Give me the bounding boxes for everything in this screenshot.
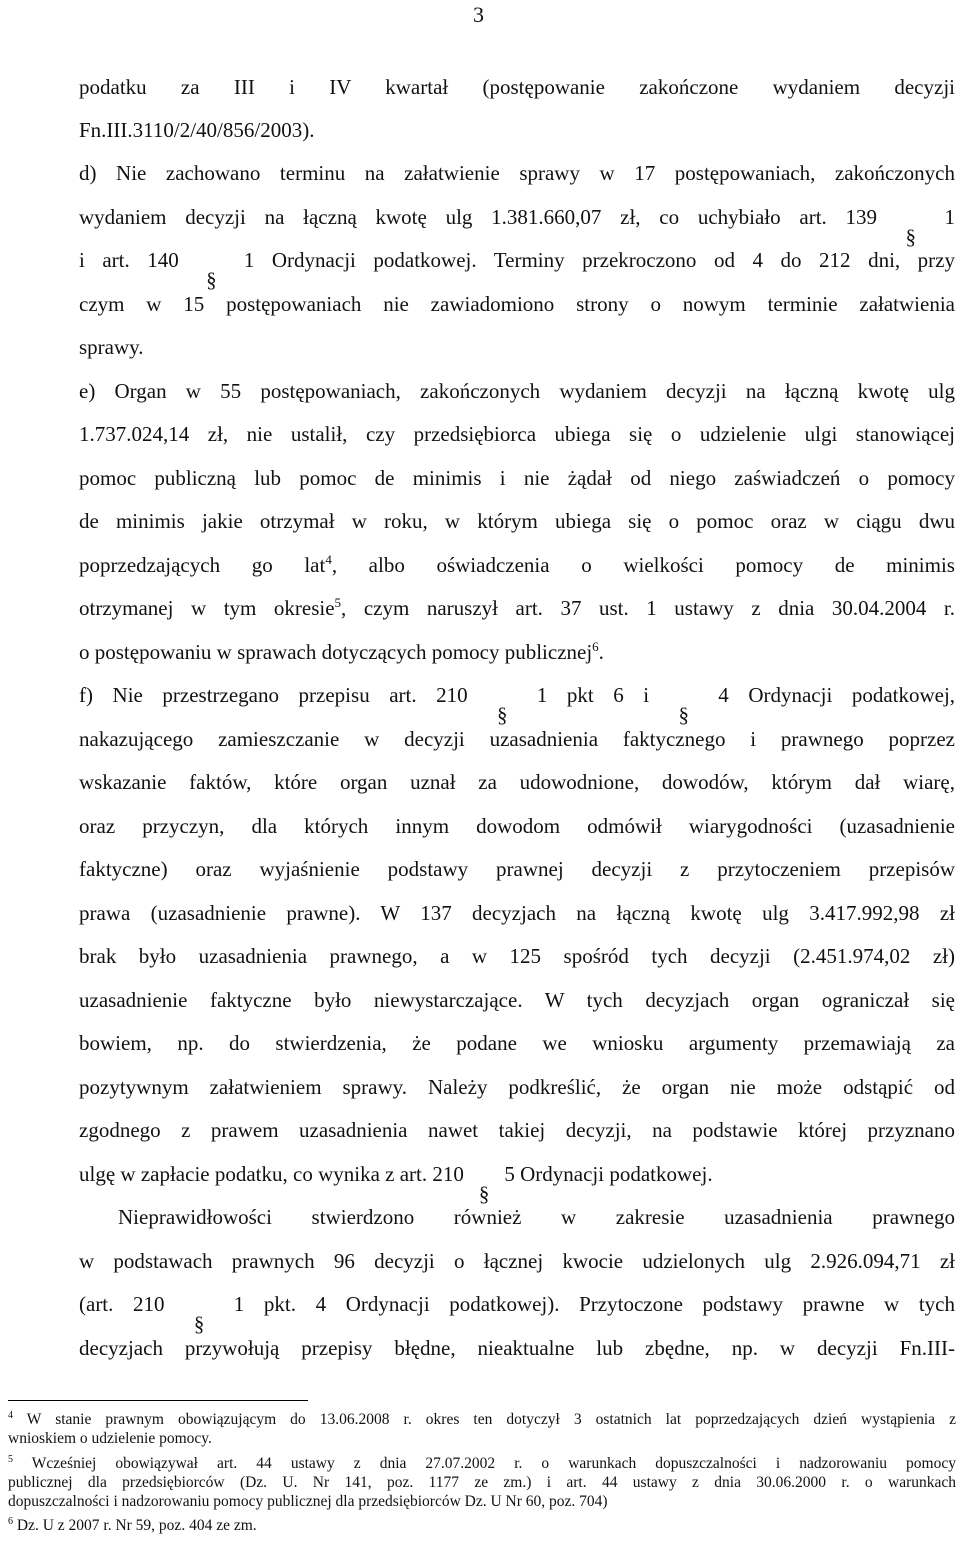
text-line: nakazującego zamieszczanie w decyzji uzasadnienia faktycznego i prawnego poprzez — [79, 727, 955, 751]
text-line: otrzymanej w tym okresie$^5$, czym naruszył art. 37 ust. 1 ustawy z dnia 30.04.2004 r. — [79, 595, 956, 620]
text-line: zgodnego z prawem uzasadnienia nawet takiej decyzji, na podstawie której przyznano — [79, 1118, 955, 1142]
footnote-ref: 6 — [592, 639, 599, 654]
footnote-number: 6 — [8, 1515, 13, 1527]
text-line: o postępowaniu w sprawach dotyczących pomocy publicznej$^6$. — [79, 639, 604, 664]
text-line: sprawy. — [79, 335, 144, 359]
text-line: bowiem, np. do stwierdzenia, że podane we wniosku argumenty przemawiają za — [79, 1031, 955, 1055]
footnote-number: 5 — [8, 1453, 13, 1465]
text-line: decyzjach przywołują przepisy błędne, nieaktualne lub zbędne, np. w decyzji Fn.III- — [79, 1336, 955, 1360]
footnote-ref: 4 — [325, 552, 332, 567]
text-line: prawa (uzasadnienie prawne). W 137 decyzjach na łączną kwotę ulg 3.417.992,98 zł — [79, 901, 955, 925]
text-line: Nieprawidłowości stwierdzono również w zakresie uzasadnienia prawnego — [118, 1205, 955, 1229]
footnote-line: publicznej dla przedsiębiorców (Dz. U. Nr 141, poz. 1177 ze zm.) i art. 44 ustawy z dnia 30.06.2000 r. o warunkach — [8, 1474, 956, 1491]
text-line: i art. 140 1 Ordynacji podatkowej. Terminy przekroczono od 4 do 212 dni, przy — [79, 248, 955, 272]
text-line: czym w 15 postępowaniach nie zawiadomiono strony o nowym terminie załatwienia — [79, 292, 955, 316]
footnote-5: $^5$ Wcześniej obowiązywał art. 44 ustawy z dnia 27.07.2002 r. o warunkach dopuszczalności i nadzorowaniu pomocy — [8, 1453, 956, 1472]
text-line: pomoc publiczną lub pomoc de minimis i nie żądał od niego zaświadczeń o pomocy — [79, 466, 955, 490]
text-line: ulgę w zapłacie podatku, co wynika z art. 210 5 Ordynacji podatkowej. — [79, 1162, 713, 1186]
text-line: uzasadnienie faktyczne było niewystarczające. W tych decyzjach organ ograniczał się — [79, 988, 955, 1012]
text-line: 1.737.024,14 zł, nie ustalił, czy przedsiębiorca ubiega się o udzielenie ulgi stanowiącej — [79, 422, 955, 446]
footnote-separator — [8, 1400, 308, 1401]
text-line: poprzedzających go lat$^4$, albo oświadczenia o wielkości pomocy de minimis — [79, 552, 955, 577]
text-line: e) Organ w 55 postępowaniach, zakończonych wydaniem decyzji na łączną kwotę ulg — [79, 379, 955, 403]
text-line: de minimis jakie otrzymał w roku, w którym ubiega się o pomoc oraz w ciągu dwu — [79, 509, 955, 533]
footnote-4: $^4$ W stanie prawnym obowiązującym do 13.06.2008 r. okres ten dotyczył 3 ostatnich lat poprzedzających dzień wystąpienia z — [8, 1409, 956, 1428]
text-line: d) Nie zachowano terminu na załatwienie sprawy w 17 postępowaniach, zakończonych — [79, 161, 955, 185]
footnote-line: wnioskiem o udzielenie pomocy. — [8, 1430, 212, 1447]
footnote-6: $^6$ Dz. U z 2007 r. Nr 59, poz. 404 ze zm. — [8, 1515, 257, 1534]
text-line: pozytywnym załatwieniem sprawy. Należy podkreślić, że organ nie może odstąpić od — [79, 1075, 955, 1099]
text-line: oraz przyczyn, dla których innym dowodom odmówił wiarygodności (uzasadnienie — [79, 814, 955, 838]
footnote-number: 4 — [8, 1409, 13, 1421]
footnote-ref: 5 — [334, 595, 342, 610]
text-line: faktyczne) oraz wyjaśnienie podstawy prawnej decyzji z przytoczeniem przepisów — [79, 857, 955, 881]
text-line: brak było uzasadnienia prawnego, a w 125 spośród tych decyzji (2.451.974,02 zł) — [79, 944, 955, 968]
text-line: w podstawach prawnych 96 decyzji o łącznej kwocie udzielonych ulg 2.926.094,71 zł — [79, 1249, 955, 1273]
text-line: f) Nie przestrzegano przepisu art. 210 1 pkt 6 i 4 Ordynacji podatkowej, — [79, 683, 956, 707]
text-line: wydaniem decyzji na łączną kwotę ulg 1.381.660,07 zł, co uchybiało art. 139 1 — [79, 205, 956, 229]
text-line: Fn.III.3110/2/40/856/2003). — [79, 118, 315, 142]
text-line: podatku za III i IV kwartał (postępowanie zakończone wydaniem decyzji — [79, 75, 955, 99]
footnote-line: dopuszczalności i nadzorowaniu pomocy publicznej dla przedsiębiorców Dz. U Nr 60, poz. 704) — [8, 1493, 608, 1510]
text-line: (art. 210 1 pkt. 4 Ordynacji podatkowej). Przytoczone podstawy prawne w tych — [79, 1292, 955, 1316]
page-number: 3 — [473, 2, 484, 27]
text-line: wskazanie faktów, które organ uznał za udowodnione, dowodów, którym dał wiarę, — [79, 770, 955, 794]
